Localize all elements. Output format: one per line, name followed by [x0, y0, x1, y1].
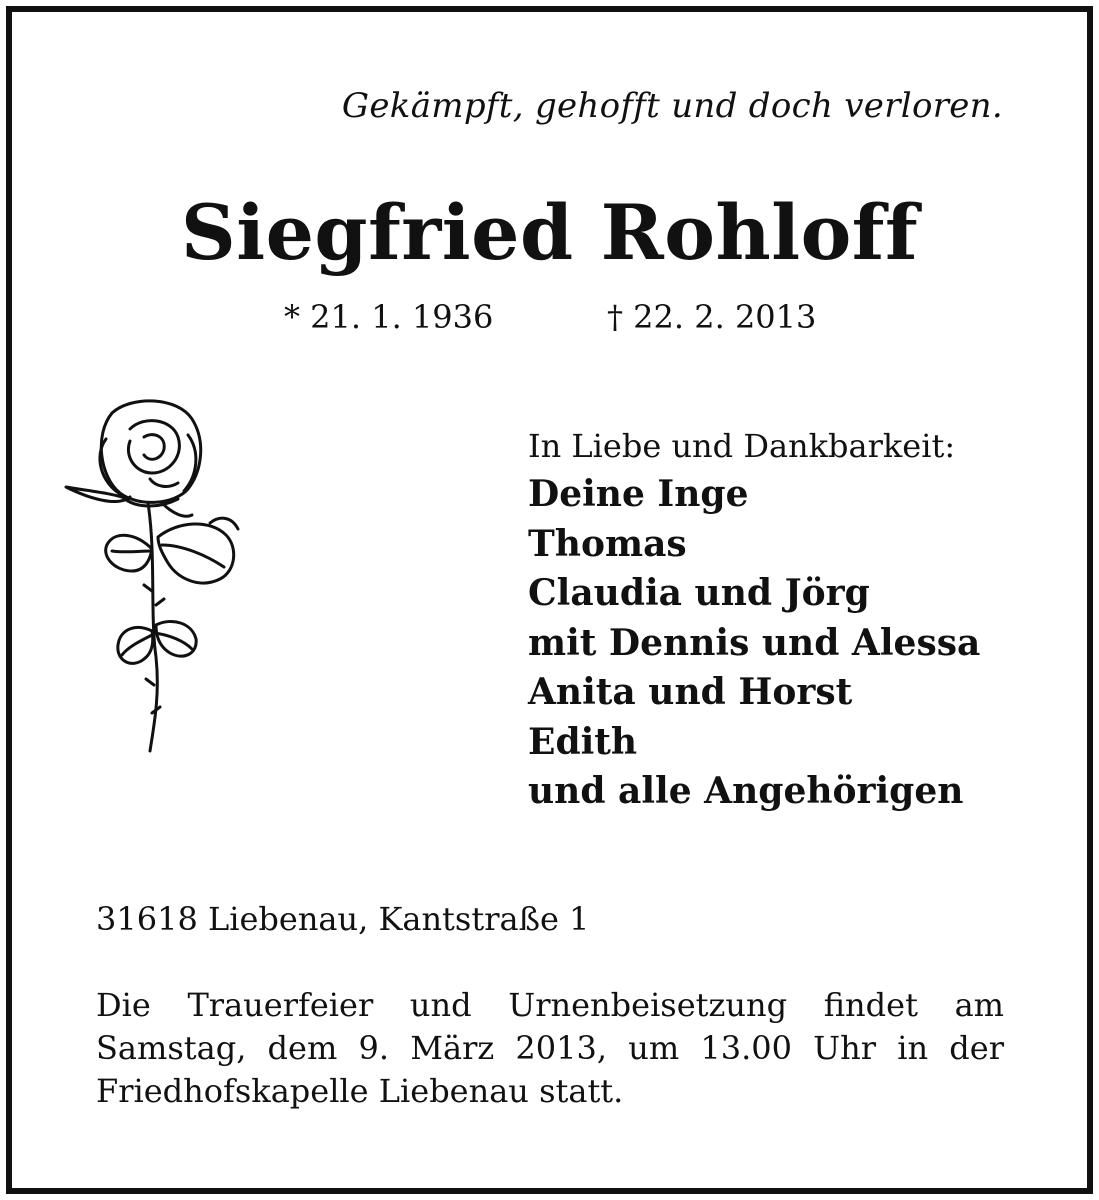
ceremony-notice [96, 984, 1004, 1113]
ceremony-line: Friedhofskapelle Liebenau statt. [96, 1072, 624, 1110]
ceremony-line: Die Trauerfeier und Urnenbeisetzung findet am [96, 986, 1004, 1024]
mourners-block [528, 422, 980, 817]
rose-icon [60, 395, 250, 755]
deceased-name: Siegfried Rohloff [180, 188, 919, 277]
address: 31618 Liebenau, Kantstraße 1 [96, 900, 590, 938]
birth-date: * 21. 1. 1936 [284, 298, 494, 336]
ceremony-line: Samstag, dem 9. März 2013, um 13.00 Uhr in der [96, 1029, 1004, 1067]
mourner-name: und alle Angehörigen [528, 770, 964, 812]
mourner-name: Edith [528, 720, 638, 763]
mourner-name: Anita und Horst [528, 671, 853, 713]
mourner-name: Deine Inge [528, 473, 749, 515]
death-date: † 22. 2. 2013 [607, 298, 817, 336]
gratitude-line: In Liebe und Dankbarkeit: [528, 427, 956, 465]
mourner-name: Thomas [528, 522, 687, 565]
mourner-name: Claudia und Jörg [528, 572, 870, 614]
motto: Gekämpft, gehofft und doch verloren. [341, 86, 1003, 126]
mourner-name: mit Dennis und Alessa [528, 621, 981, 664]
